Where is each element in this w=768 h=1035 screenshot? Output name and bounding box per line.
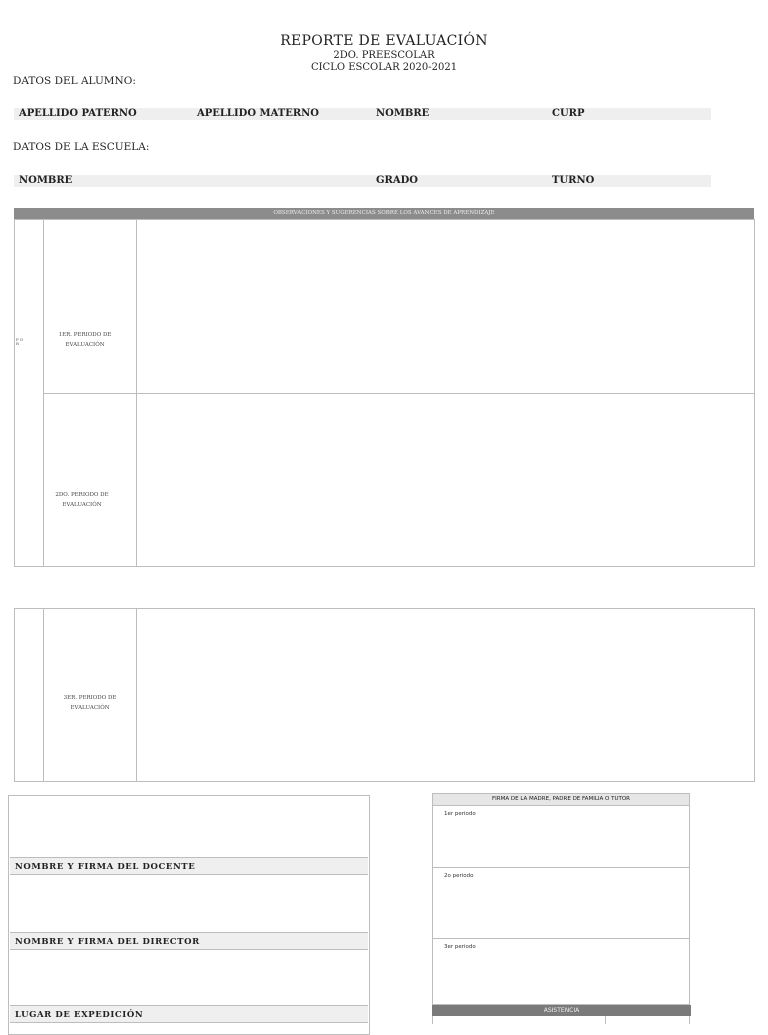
guardian-signature-box <box>432 793 690 1005</box>
guardian-period-2 <box>433 867 689 939</box>
guardian-period-1-label: 1er periodo <box>444 811 476 817</box>
field-shift: TURNO <box>552 175 595 186</box>
guardian-period-1 <box>433 805 689 868</box>
attendance-table <box>432 1016 690 1024</box>
guardian-header: FIRMA DE LA MADRE, PADRE DE FAMILIA O TUTOR <box>433 794 689 806</box>
place-of-issue-label: LUGAR DE EXPEDICIÓN <box>10 1005 368 1023</box>
field-school-name: NOMBRE <box>19 175 73 186</box>
grade-level: 2DO. PREESCOLAR <box>333 50 435 61</box>
vertical-text: F O R <box>16 337 24 346</box>
period-1-label: 1ER. PERIODO DE EVALUACIÓN <box>58 332 112 348</box>
observations-table-period-3 <box>14 608 755 782</box>
teacher-signature-label: NOMBRE Y FIRMA DEL DOCENTE <box>10 857 368 875</box>
guardian-period-2-label: 2o periodo <box>444 873 474 879</box>
period-3-label: 3ER. PERIODO DE EVALUACIÓN <box>63 695 117 711</box>
period-2-label: 2DO. PERIODO DE EVALUACIÓN <box>55 492 109 508</box>
school-data-label: DATOS DE LA ESCUELA: <box>13 141 150 153</box>
signatures-box <box>8 795 370 1035</box>
report-title: REPORTE DE EVALUACIÓN <box>280 33 488 49</box>
observations-header: OBSERVACIONES Y SUGERENCIAS SOBRE LOS AVANCES DE APRENDIZAJE <box>14 208 754 219</box>
director-signature-label: NOMBRE Y FIRMA DEL DIRECTOR <box>10 932 368 950</box>
student-fields-row <box>14 108 711 120</box>
field-curp: CURP <box>552 108 585 119</box>
school-fields-row <box>14 175 711 187</box>
student-data-label: DATOS DEL ALUMNO: <box>13 75 136 87</box>
field-nombre: NOMBRE <box>376 108 430 119</box>
field-grade: GRADO <box>376 175 418 186</box>
observations-table <box>14 219 755 567</box>
attendance-header: ASISTENCIA <box>432 1005 691 1016</box>
field-apellido-paterno: APELLIDO PATERNO <box>19 108 137 119</box>
guardian-period-3 <box>433 938 689 1004</box>
school-cycle: CICLO ESCOLAR 2020-2021 <box>310 62 458 73</box>
field-apellido-materno: APELLIDO MATERNO <box>197 108 320 119</box>
guardian-period-3-label: 3er periodo <box>444 944 476 950</box>
